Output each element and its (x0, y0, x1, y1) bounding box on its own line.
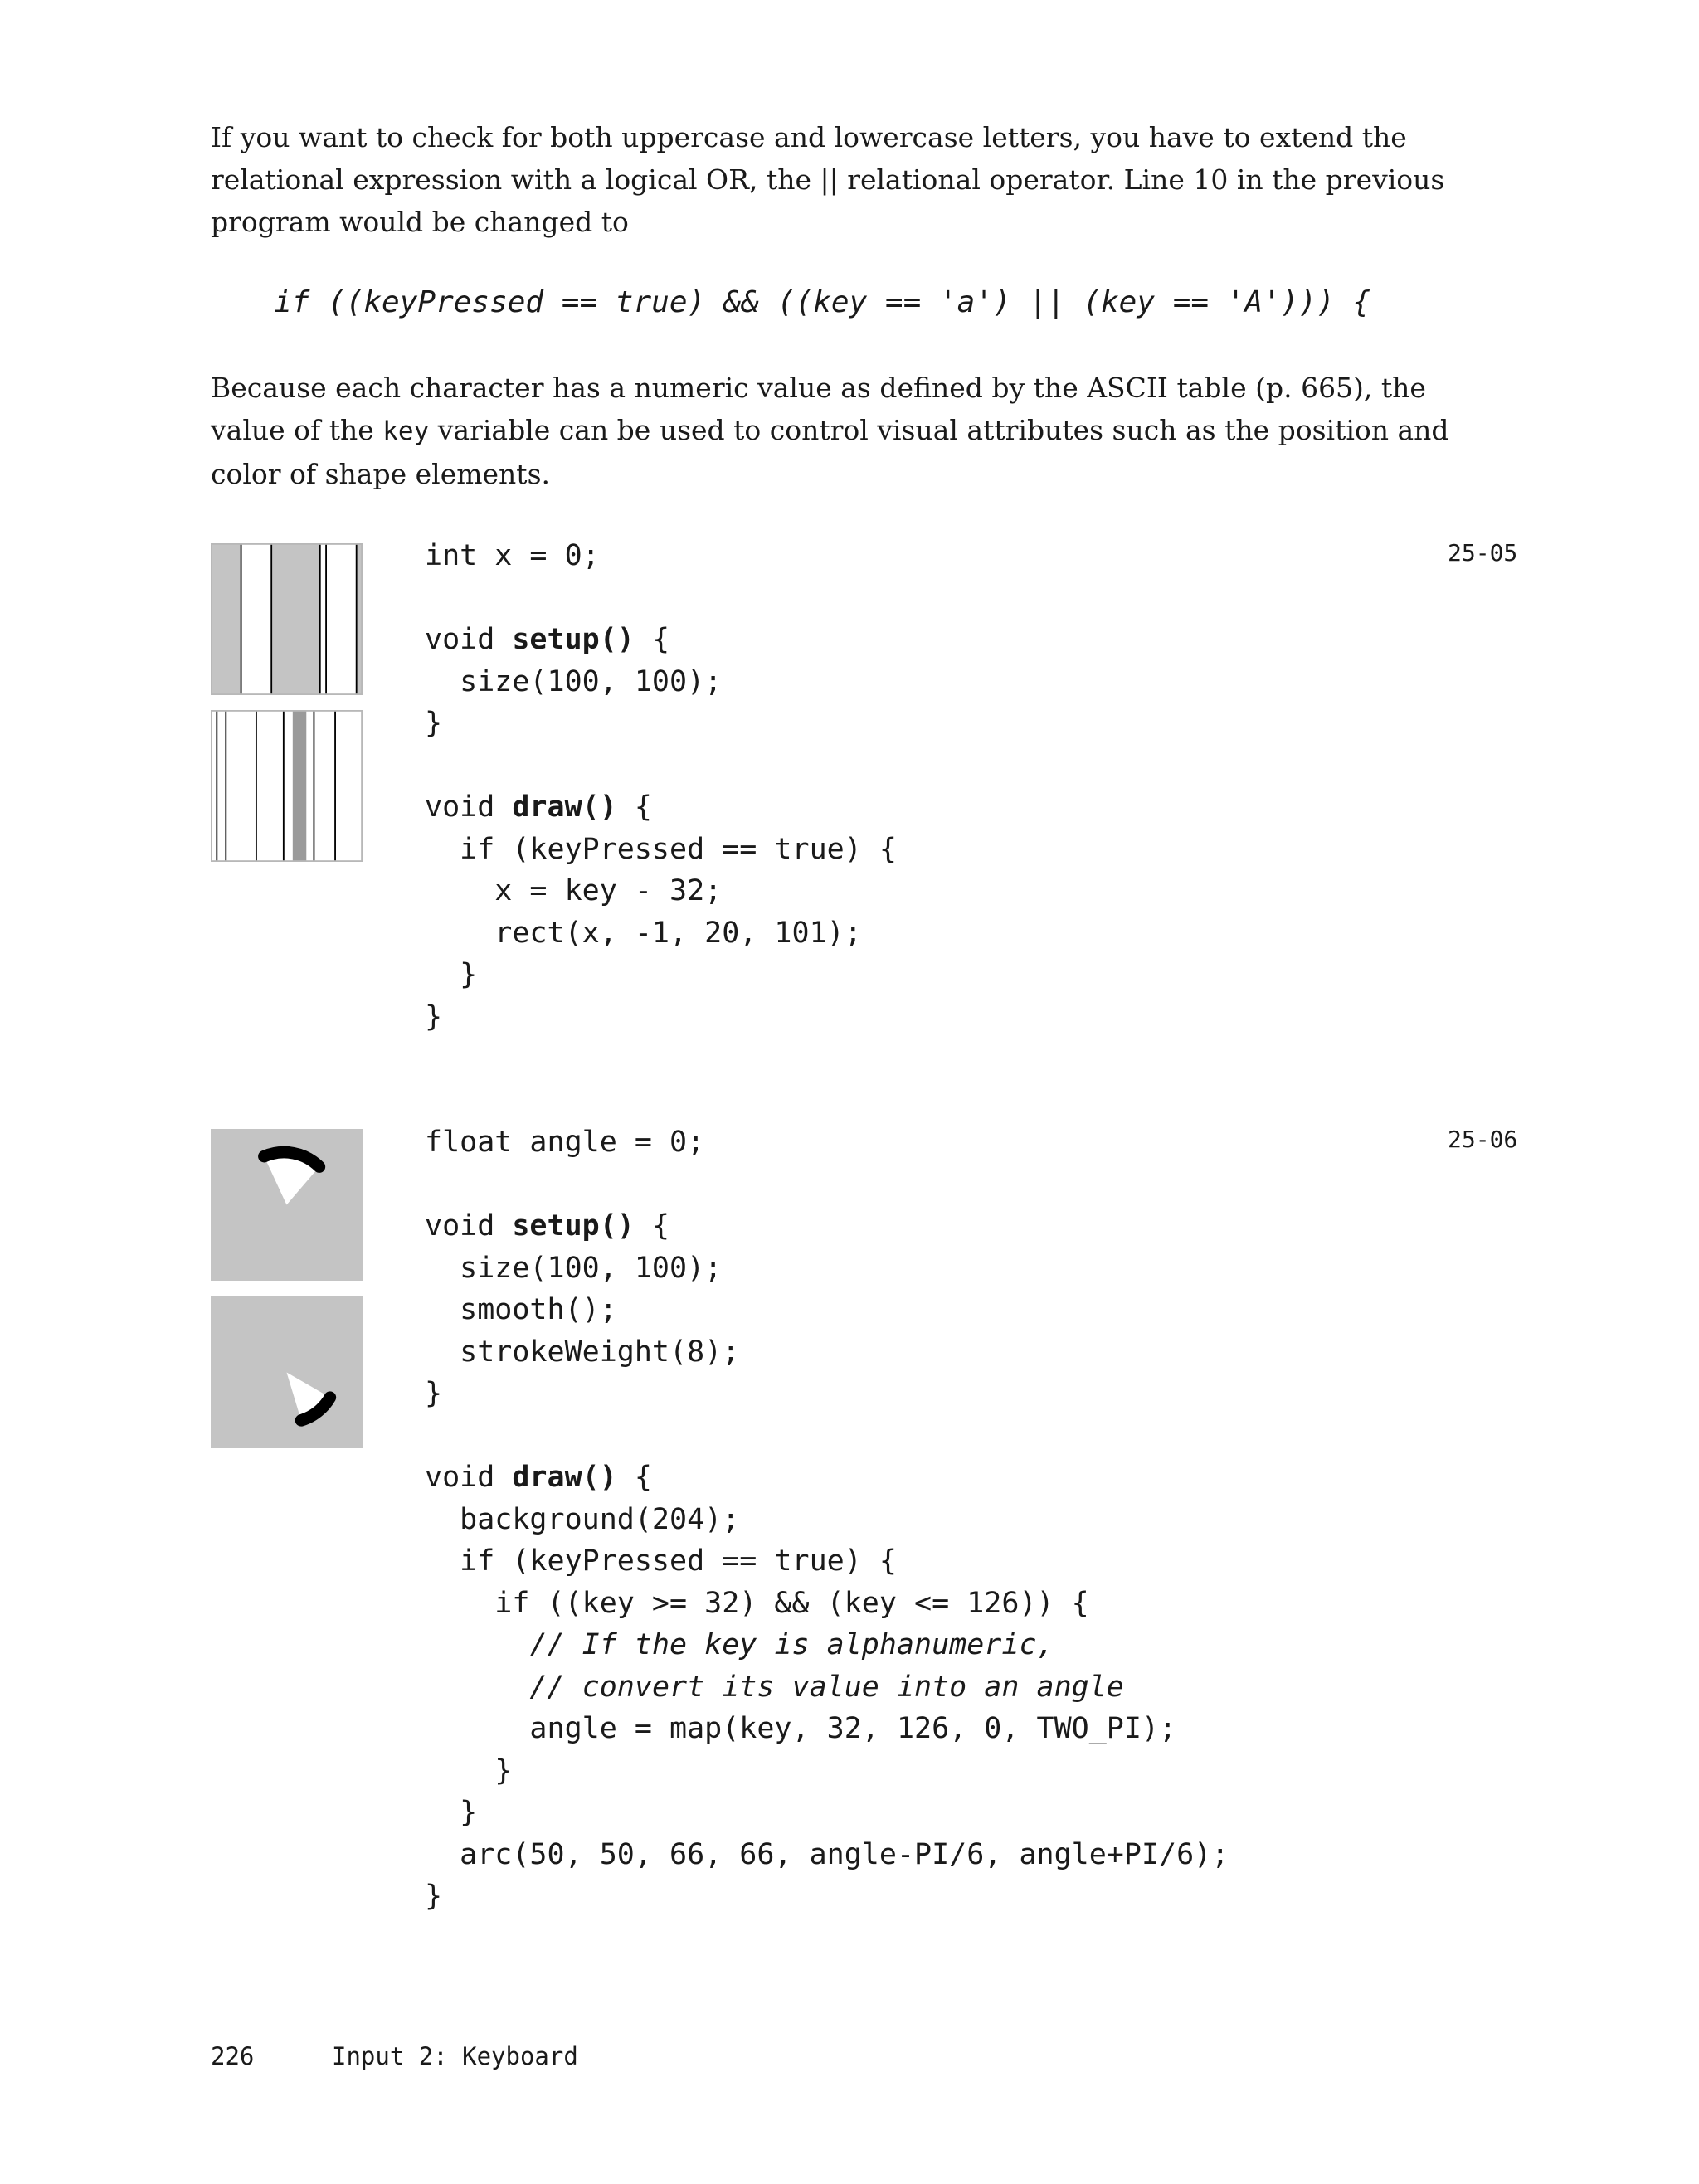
code-text: if (keyPressed == true) { (425, 1544, 897, 1578)
example-25-06-thumbnail-1 (211, 1129, 363, 1281)
code-text: x = key - 32; (425, 874, 723, 907)
paragraph-2-text-after: variable can be used to control visual attributes such as the position and color of shape elements. (211, 414, 1449, 490)
code-line (425, 1624, 1229, 1666)
example-25-06-thumbnail-2 (211, 1296, 363, 1448)
code-text: } (425, 958, 478, 991)
code-line (425, 1540, 1229, 1583)
key-rect (326, 543, 357, 695)
code-text: angle = map(key, 32, 126, 0, TWO_PI); (425, 1712, 1177, 1745)
code-line (425, 829, 897, 871)
code-text: } (425, 1754, 513, 1788)
code-text: float angle = 0; (425, 1126, 705, 1159)
code-text: } (425, 1000, 443, 1034)
code-comment: // If the key is alphanumeric, (529, 1628, 1054, 1661)
code-text: strokeWeight(8); (425, 1335, 740, 1369)
code-line (425, 1875, 1229, 1918)
code-line (425, 1792, 1229, 1834)
key-rect (241, 543, 272, 695)
code-function-name: setup() (512, 623, 635, 656)
inline-code-key: key (382, 416, 430, 446)
code-text: } (425, 1796, 478, 1829)
code-line (425, 745, 897, 787)
code-text: } (425, 1880, 443, 1913)
code-text: if (keyPressed == true) { (425, 832, 897, 866)
code-comment: // convert its value into an angle (529, 1670, 1124, 1704)
code-line (425, 1583, 1229, 1625)
example-25-05-thumbnail-1 (211, 543, 363, 695)
code-text: } (425, 1377, 443, 1410)
code-function-name: setup() (512, 1209, 635, 1243)
code-line (425, 954, 897, 996)
code-listing-25-05 (425, 535, 897, 1038)
code-line (425, 1289, 1229, 1331)
code-line (425, 661, 897, 703)
code-text (425, 1671, 529, 1704)
intro-paragraph-2 (211, 367, 1455, 495)
code-line (425, 1121, 1229, 1164)
code-function-name: draw() (512, 1461, 617, 1494)
code-text: void (425, 623, 513, 656)
code-line (425, 912, 897, 955)
code-text: { (616, 1461, 652, 1494)
example-number-25-05: 25-05 (1448, 539, 1518, 567)
code-line (425, 1415, 1229, 1457)
code-line (425, 1834, 1229, 1876)
code-text: size(100, 100); (425, 664, 723, 698)
example-25-05-thumbnail-2 (211, 710, 363, 862)
code-line (425, 1373, 1229, 1415)
code-line (425, 619, 897, 661)
code-text: { (616, 790, 652, 824)
code-line (425, 577, 897, 620)
code-line (425, 1248, 1229, 1290)
code-text: } (425, 707, 443, 740)
code-line (425, 1666, 1229, 1709)
code-text: if ((key >= 32) && (key <= 126)) { (425, 1586, 1089, 1620)
code-text: size(100, 100); (425, 1251, 723, 1285)
code-line (425, 786, 897, 829)
code-line (425, 1499, 1229, 1541)
code-text: smooth(); (425, 1293, 617, 1326)
code-line (425, 1750, 1229, 1792)
code-text: int x = 0; (425, 539, 600, 572)
code-line (425, 535, 897, 577)
key-rect (226, 710, 256, 862)
overlap-shade (293, 710, 306, 862)
code-text: void (425, 1209, 513, 1243)
code-line (425, 1164, 1229, 1206)
code-line (425, 1708, 1229, 1750)
code-line (425, 1331, 1229, 1374)
page-number: 226 (211, 2042, 255, 2070)
code-text: rect(x, -1, 20, 101); (425, 916, 862, 950)
code-listing-25-06 (425, 1121, 1229, 1918)
paragraph-2-text-before: Because each character has a numeric value as defined by the ASCII table (p. 665), the value of the (211, 372, 1426, 446)
code-line (425, 1457, 1229, 1499)
code-text: { (634, 623, 670, 656)
intro-paragraph-1: If you want to check for both uppercase and lowercase letters, you have to extend the relational expression with a logical OR, the || relational operator. Line 10 in the previous program would be changed to (211, 121, 1445, 238)
key-rect (335, 710, 363, 862)
code-text (425, 1628, 529, 1661)
code-line (425, 996, 897, 1038)
code-line (425, 1205, 1229, 1248)
or-code-example: if ((keyPressed == true) && ((key == 'a') || (key == 'A'))) { (274, 285, 1371, 319)
code-line (425, 870, 897, 912)
code-text: background(204); (425, 1502, 740, 1536)
code-line (425, 703, 897, 745)
code-function-name: draw() (512, 790, 617, 824)
code-text: void (425, 1461, 513, 1494)
code-text: void (425, 790, 513, 824)
code-text: { (634, 1209, 670, 1243)
running-footer: Input 2: Keyboard (332, 2042, 578, 2070)
code-text: arc(50, 50, 66, 66, angle-PI/6, angle+PI/6); (425, 1837, 1229, 1871)
example-number-25-06: 25-06 (1448, 1126, 1518, 1153)
